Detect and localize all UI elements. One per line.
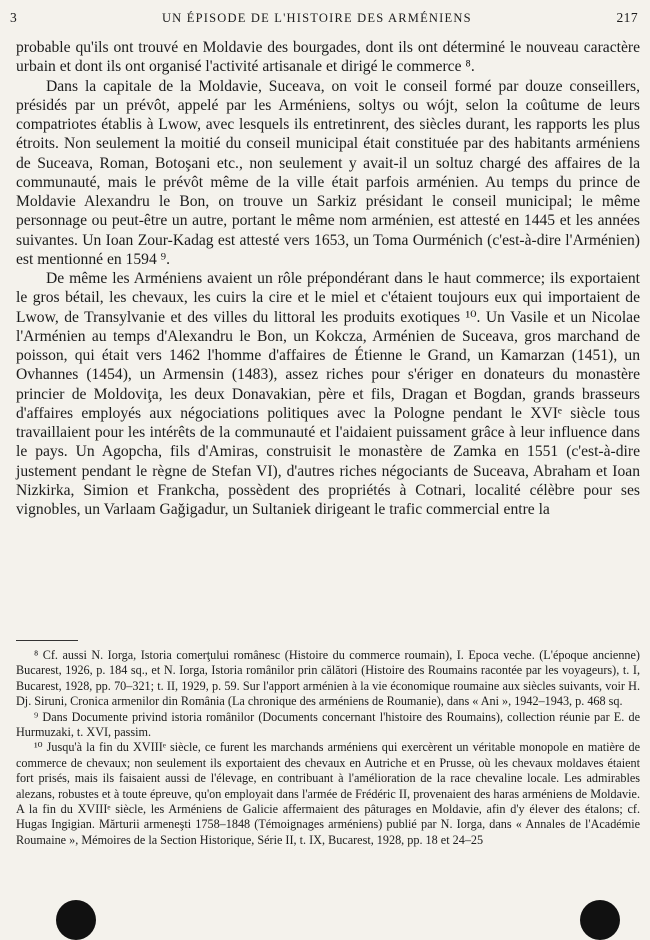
footnotes [16, 648, 640, 848]
footnote: ⁹ Dans Documente privind istoria românilor (Documents concernant l'histoire des Roumains), collection réunie par E. de Hurmuzaki, t. XVI, passim. [16, 709, 640, 740]
footnote: ⁸ Cf. aussi N. Iorga, Istoria comerţului românesc (Histoire du commerce roumain), I. Epoca veche. (L'époque ancienne) Bucarest, 1926, p. 184 sq., et N. Iorga, Istoria românilor prin călători (Histoire des Roumains racontée par les voyageurs), t. I, Bucarest, 1928, pp. 70–321; t. II, 1929, p. 59. Sur l'apport arménien à la vie économique roumaine aux siècles suivants, voir H. Dj. Siruni, Cronica armenilor din România (La chronique des arméniens de Roumanie), dans « Ani », 1942–1943, p. 468 sq. [16, 648, 640, 709]
footnote: ¹⁰ Jusqu'à la fin du XVIIIᵉ siècle, ce furent les marchands arméniens qui exercèrent un véritable monopole en matière de commerce de chevaux; non seulement ils exportaient des chevaux en Autriche et en Prusse, où les chevaux moldaves étaient fort prisés, mais ils faisaient aussi de l'élevage, en contribuant à l'amélioration de la race chevaline locale. Les admirables alezans, robustes et à toute épreuve, qu'on employait dans l'armée de Frédéric II, provenaient des haras arméniens de Moldavie. A la fin du XVIIIᵉ siècle, les Arméniens de Galicie affermaient des pâturages en Moldavie, afin d'y élever des étalons; cf. Hugas Ingigian. Mărturii armeneşti 1758–1848 (Témoignages arméniens) publié par N. Iorga, dans « Annales de l'Académie Roumaine », Mémoires de la Section Historique, Série II, t. IX, Bucarest, 1928, pp. 18 et 24–25 [16, 740, 640, 847]
section-number: 3 [10, 10, 18, 25]
page-number: 217 [616, 10, 638, 25]
main-text [16, 38, 640, 519]
punch-hole [56, 900, 96, 940]
paragraph: probable qu'ils ont trouvé en Moldavie des bourgades, dont ils ont déterminé le nouveau caractère urbain et dont ils ont organisé l'activité artisanale et dirigé le commerce ⁸. [16, 39, 640, 76]
running-title: UN ÉPISODE DE L'HISTOIRE DES ARMÉNIENS [161, 10, 472, 25]
punch-hole [580, 900, 620, 940]
paragraph: De même les Arméniens avaient un rôle prépondérant dans le haut commerce; ils exportaient le gros bétail, les chevaux, les cuirs la cire et le miel et c'étaient toujours eux qui importaient de Lwow, de Transylvanie et des villes du littoral les produits exotiques ¹⁰. Un Vasile et un Nicolae l'Arménien au temps d'Alexandru le Bon, un Kokcza, Arménien de Suceava, gros marchand de poisson, qui était vers 1462 l'homme d'affaires de Étienne le Grand, un Kamarzan (1451), un Ovhannes (1454), un Armensin (1483), assez riches pour s'ériger en donateurs du monastère princier de Moldoviţa, les deux Donavakian, père et fils, Dragan et Bogdan, grands brasseurs d'affaires employés aux négociations politiques avec la Pologne pendant le XVIᵉ siècle tous travaillaient pour les intérêts de la communauté et l'aidaient puissament grâce à leur influence dans le pays. Un Agopcha, fils d'Amiras, construisit le monastère de Zamka en 1551 (c'est-à-dire justement pendant le règne de Stefan VI), d'autres riches négociants de Suceava, Abraham et Ioan Nizkirka, Simion et Frankcha, possèdent des propriétés à Cotnari, localité célèbre pour ses vignobles, un Varlaam Gağigadur, un Sultaniek dirigeant le trafic commercial entre la [16, 270, 640, 518]
paragraph: Dans la capitale de la Moldavie, Suceava, on voit le conseil formé par douze conseillers, présidés par un prévôt, appelé par les Arméniens, soltys ou wójt, selon la coûtume de leurs compatriotes établis à Lwow, avec lesquels ils entretinrent, des siècles durant, les rapports les plus étroits. Non seulement la moitié du conseil municipal était constituée par des habitants arméniens de Suceava, Roman, Botoşani etc., non seulement y avait-il un soltuz chargé des affaires de la communauté, mais le prévôt même de la ville était parfois arménien. Au temps du prince de Moldavie Alexandru le Bon, on trouve un Sarkiz présidant le conseil municipal; le même personnage ou peut-être un autre, portant le même nom arménien, est attesté en 1445 et les années suivantes. Un Ioan Zour-Kadag est attesté vers 1653, un Toma Ourménich (c'est-à-dire l'Arménien) est mentionné en 1594 ⁹. [16, 77, 640, 268]
footnote-separator [16, 640, 78, 641]
running-header [10, 8, 638, 28]
